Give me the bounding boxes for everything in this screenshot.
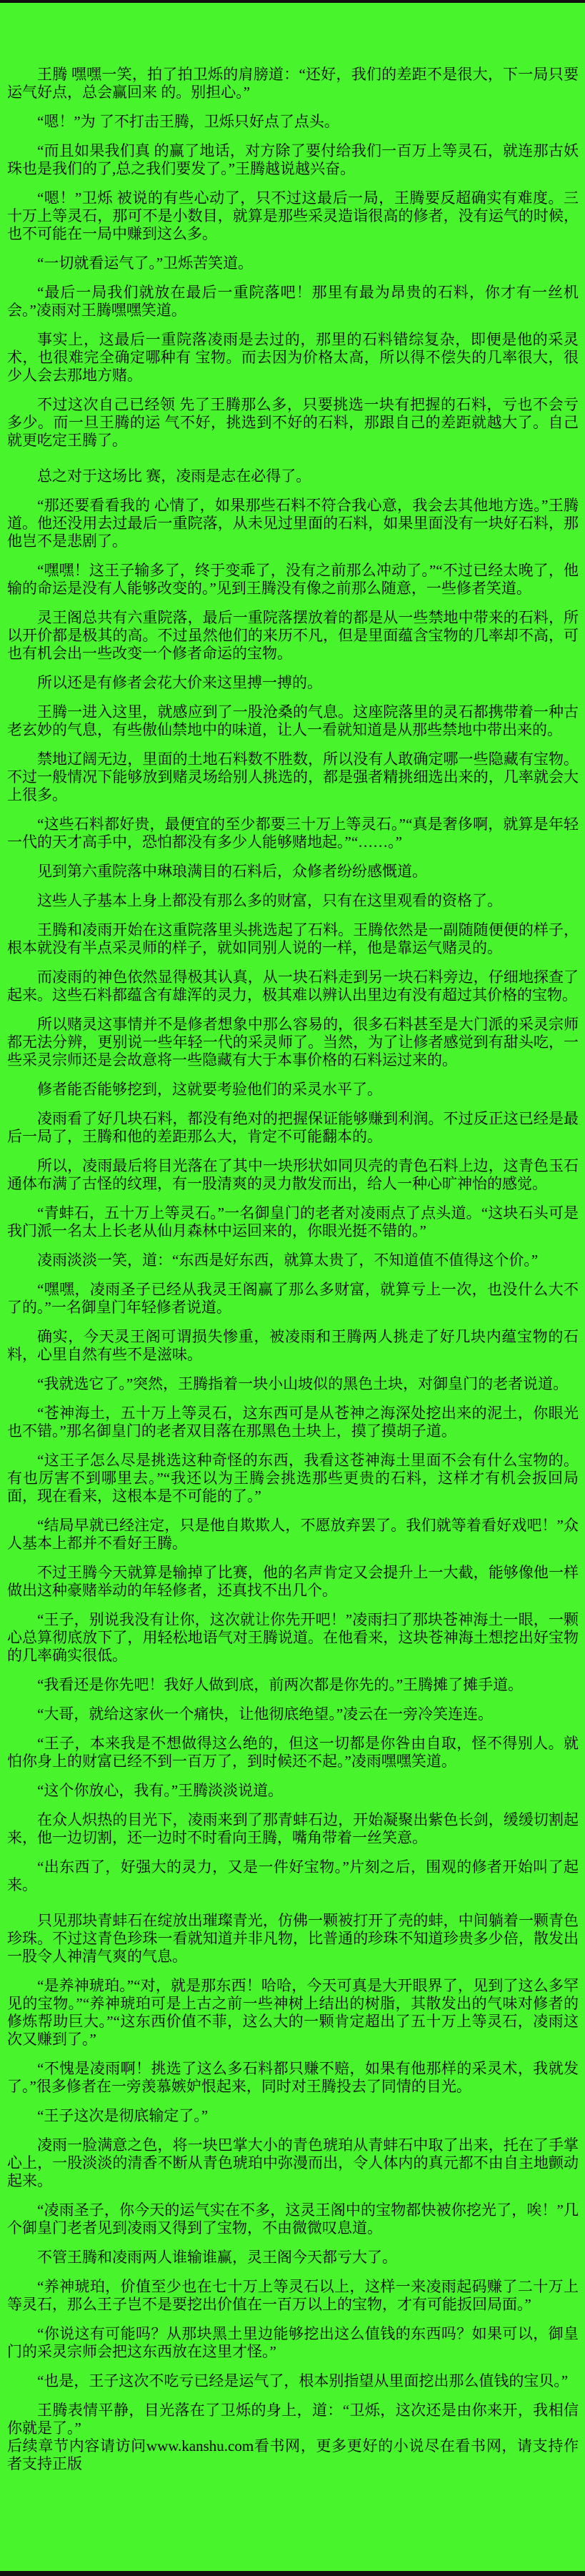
paragraph: “王子，别说我没有让你，这次就让你先开吧！”凌雨扫了那块苍神海土一眼，一颗心总算彻底放下了，用轻松地语气对王腾说道。在他看来，这块苍神海土想挖出好宝物的几率确实很低。 <box>7 1611 579 1664</box>
paragraph: “出东西了，好强大的灵力，又是一件好宝物。”片刻之后，围观的修者开始叫了起来。 <box>7 1858 579 1893</box>
paragraph: 王腾一进入这里，就感应到了一股沧桑的气息。这座院落里的灵石都携带着一种古老玄妙的气息，有些傲仙禁地中的味道，让人一看就知道是从那些禁地中带出来的。 <box>7 703 579 738</box>
paragraph: “是养神琥珀。”“对，就是那东西！哈哈，今天可真是大开眼界了，见到了这么多罕见的宝物。”“养神琥珀可是上古之前一些神树上结出的树脂，其散发出的气味对修者的修炼帮助巨大。”“这东西价值不菲，这么大的一颗肯定超出了五十万上等灵石，凌雨这次又赚到了。” <box>7 1977 579 2048</box>
paragraph: 所以还是有修者会花大价来这里搏一搏的。 <box>37 674 322 691</box>
paragraph: 确实，今天灵王阁可谓损失惨重，被凌雨和王腾两人挑走了好几块内蕴宝物的石料，心里自然有些不是滋味。 <box>7 1328 579 1363</box>
paragraph: “王子，本来我是不想做得这么绝的，但这一切都是你咎由自取，怪不得别人。就怕你身上的财富已经不到一百万了，到时候还不起。”凌雨嘿嘿笑道。 <box>7 1735 579 1770</box>
paragraph: “嘿嘿！这王子输多了，终于变乖了，没有之前那么冲动了。”“不过已经太晚了，他输的命运是没有人能够改变的。”见到王腾没有像之前那么随意，一些修者笑道。 <box>7 562 579 597</box>
chapter-text-body <box>0 3 585 2473</box>
paragraph: 王腾表情平静，目光落在了卫烁的身上，道：“卫烁，这次还是由你来开，我相信你就是了。” <box>7 2402 579 2437</box>
paragraph: 灵王阁总共有六重院落，最后一重院落摆放着的都是从一些禁地中带来的石料，所以开价都是极其的高。不过虽然他们的来历不凡，但是里面蕴含宝物的几率却不高，可也有机会出一些改变一个修者命运的宝物。 <box>7 609 579 662</box>
paragraph: “也是，王子这次不吃亏已经是运气了，根本别指望从里面挖出那么值钱的宝贝。” <box>37 2372 569 2389</box>
paragraph: “而且如果我们真 的赢了地话，对方除了要付给我们一百万上等灵石，就连那古妖珠也是我们的了,总之我们要发了。”王腾越说越兴奋。 <box>7 142 579 177</box>
paragraph: 在众人炽热的目光下，凌雨来到了那青蚌石边，开始凝聚出紫色长剑，缓缓切割起来，他一边切割，还一边时不时看向王腾，嘴角带着一丝笑意。 <box>7 1811 579 1846</box>
paragraph: 凌雨看了好几块石料，都没有绝对的把握保证能够赚到利润。不过反正这已经是最后一局了，王腾和他的差距那么大，肯定不可能翻本的。 <box>7 1110 579 1145</box>
paragraph: “嘿嘿，凌雨圣子已经从我灵王阁赢了那么多财富，就算亏上一次，也没什么大不了的。”一名御皇门年轻修者说道。 <box>7 1281 579 1316</box>
paragraph: 修者能否能够挖到，这就要考验他们的采灵水平了。 <box>37 1081 382 1098</box>
paragraph: “凌雨圣子，你今天的运气实在不多，这灵王阁中的宝物都快被你挖光了，唉！”几个御皇门老者见到凌雨又得到了宝物，不由微微叹息道。 <box>7 2201 579 2236</box>
paragraph: 所以，凌雨最后将目光落在了其中一块形状如同贝壳的青色石料上边，这青色玉石通体布满了古怪的纹理，有一股清爽的灵力散发而出，给人一种心旷神怡的感觉。 <box>7 1157 579 1192</box>
paragraph: “最后一局我们就放在最后一重院落吧！那里有最为昂贵的石料，你才有一丝机会。”凌雨对王腾嘿嘿笑道。 <box>7 284 579 319</box>
paragraph: “苍神海土，五十万上等灵石，这东西可是从苍神之海深处挖出来的泥土，你眼光也不错。”那名御皇门的老者双目落在那黑色土块上，摸了摸胡子道。 <box>7 1405 579 1440</box>
paragraph: “不愧是凌雨啊！挑选了这么多石料都只赚不赔，如果有他那样的采灵术，我就发了。”很多修者在一旁羡慕嫉妒恨起来，同时对王腾投去了同情的目光。 <box>7 2060 579 2095</box>
paragraph: “这些石料都好贵，最便宜的至少都要三十万上等灵石。”“真是奢侈啊，就算是年轻一代的天才高手中，恐怕都没有多少人能够赌地起。”“……。” <box>7 816 579 851</box>
paragraph: 王腾 嘿嘿一笑，拍了拍卫烁的肩膀道：“还好，我们的差距不是很大，下一局只要运气好点，总会赢回来 的。别担心。” <box>7 66 579 101</box>
paragraph: “嗯！”为 了不打击王腾，卫烁只好点了点头。 <box>37 113 339 130</box>
paragraph: “这个你放心，我有。”王腾淡淡说道。 <box>37 1782 284 1799</box>
paragraph: 王腾和凌雨开始在这重院落里头挑选起了石料。王腾依然是一副随随便便的样子，根本就没有半点采灵师的样子，就如同别人说的一样，他是靠运气赌灵的。 <box>7 921 579 956</box>
paragraph: 事实上，这最后一重院落凌雨是去过的，那里的石料错综复杂，即便是他的采灵术，也很难完全确定哪种有 宝物。而去因为价格太高，所以得不偿失的几率很大，很少人会去那地方赌。 <box>7 331 579 384</box>
paragraph: 而凌雨的神色依然显得极其认真，从一块石料走到另一块石料旁边，仔细地探查了起来。这些石料都蕴含有雄浑的灵力，极其难以辨认出里边有没有超过其价格的宝物。 <box>7 969 579 1004</box>
paragraph: “嗯！”卫烁 被说的有些心动了，只不过这最后一局，王腾要反超确实有难度。三十万上等灵石，那可不是小数目，就算是那些采灵造诣很高的修者，没有运气的时候，也不可能在一局中赚到这么多。 <box>7 189 579 242</box>
paragraph: “养神琥珀，价值至少也在七十万上等灵石以上，这样一来凌雨起码赚了二十万上等灵石，那么王子岂不是要挖出价值在一百万以上的宝物，才有可能扳回局面。” <box>7 2278 579 2313</box>
paragraph: 凌雨淡淡一笑，道：“东西是好东西，就算太贵了，不知道值不值得这个价。” <box>37 1252 539 1269</box>
paragraph: “你说这有可能吗？从那块黑土里边能够挖出这么值钱的东西吗？如果可以，御皇门的采灵宗师会把这东西放在这里才怪。” <box>7 2325 579 2360</box>
paragraph: “一切就看运气了。”卫烁苦笑道。 <box>37 254 254 272</box>
paragraph: “这王子怎么尽是挑选这种奇怪的东西，我看这苍神海土里面不会有什么宝物的。有也厉害不到哪里去。”“我还以为王腾会挑选那些更贵的石料，这样才有机会扳回局面，现在看来，这根本是不可能的了。” <box>7 1452 579 1505</box>
paragraph: 凌雨一脸满意之色，将一块巴掌大小的青色琥珀从青蚌石中取了出来，托在了手掌心上，一股淡淡的清香不断从青色琥珀中弥漫而出，令人体内的真元都不由自主地颤动起来。 <box>7 2136 579 2189</box>
paragraph: 不过王腾今天就算是输掉了比赛，他的名声肯定又会提升上一大截，能够像他一样做出这种豪赌举动的年轻修者，还真找不出几个。 <box>7 1564 579 1599</box>
paragraph: 禁地辽阔无边，里面的土地石料数不胜数，所以没有人敢确定哪一些隐藏有宝物。不过一般情况下能够放到赌灵场给别人挑选的，都是强者精挑细选出来的，几率就会大上很多。 <box>7 750 579 803</box>
paragraph: “青蚌石，五十万上等灵石。”一名御皇门的老者对凌雨点了点头道。“这块石头可是我门派一名太上长老从仙月森林中运回来的，你眼光挺不错的。” <box>7 1204 579 1239</box>
bottom-border <box>0 2571 585 2576</box>
paragraph: “那还要看看我的 心情了，如果那些石料不符合我心意，我会去其他地方选。”王腾道。他还没用去过最后一重院落，从未见过里面的石料，如果里面没有一块好石料，那他岂不是悲剧了。 <box>7 497 579 550</box>
paragraph: 总之对于这场比 赛，凌雨是志在必得了。 <box>37 467 311 485</box>
paragraph: “大哥，就给这家伙一个痛快，让他彻底绝望。”凌云在一旁冷笑连连。 <box>37 1705 494 1723</box>
paragraph: 只见那块青蚌石在绽放出璀璨青光，仿佛一颗被打开了壳的蚌，中间躺着一颗青色珍珠。不过这青色珍珠一看就知道并非凡物，比普通的珍珠不知道珍贵多少倍，散发出一股令人神清气爽的气息。 <box>7 1912 579 1965</box>
paragraph: 不过这次自己已经领 先了王腾那么多，只要挑选一块有把握的石料，亏也不会亏多少。而一旦王腾的运 气不好，挑选到不好的石料，那跟自己的差距就越大了。自己就更吃定王腾了。 <box>7 396 579 449</box>
paragraph: “王子这次是彻底输定了。” <box>37 2107 209 2124</box>
paragraph: 见到第六重院落中琳琅满目的石料后，众修者纷纷感慨道。 <box>37 863 427 880</box>
paragraph: 所以赌灵这事情并不是修者想象中那么容易的，很多石料甚至是大门派的采灵宗师都无法分辨，更别说一些年轻一代的采灵师了。当然，为了让修者感觉到有甜头吃，一些采灵宗师还是会故意将一些隐藏有大于本事价格的石料运过来的。 <box>7 1016 579 1069</box>
paragraph: “我看还是你先吧！我好人做到底，前两次都是你先的。”王腾摊了摊手道。 <box>37 1676 524 1693</box>
paragraph: 不管王腾和凌雨两人谁输谁赢，灵王阁今天都亏大了。 <box>37 2249 397 2266</box>
paragraph: 这些人子基本上身上都没有那么多的财富，只有在这里观看的资格了。 <box>37 892 502 909</box>
paragraph: “我就选它了。”突然，王腾指着一块小山坡似的黑色土块，对御皇门的老者说道。 <box>37 1375 569 1392</box>
footer-note: 后续章节内容请访问www.kanshu.com看书网，更多更好的小说尽在看书网，请支持作者支持正版 <box>7 2437 579 2472</box>
paragraph: “结局早就已经注定，只是他自欺欺人，不愿放弃罢了。我们就等着看好戏吧！”众人基本上都并不看好王腾。 <box>7 1517 579 1552</box>
